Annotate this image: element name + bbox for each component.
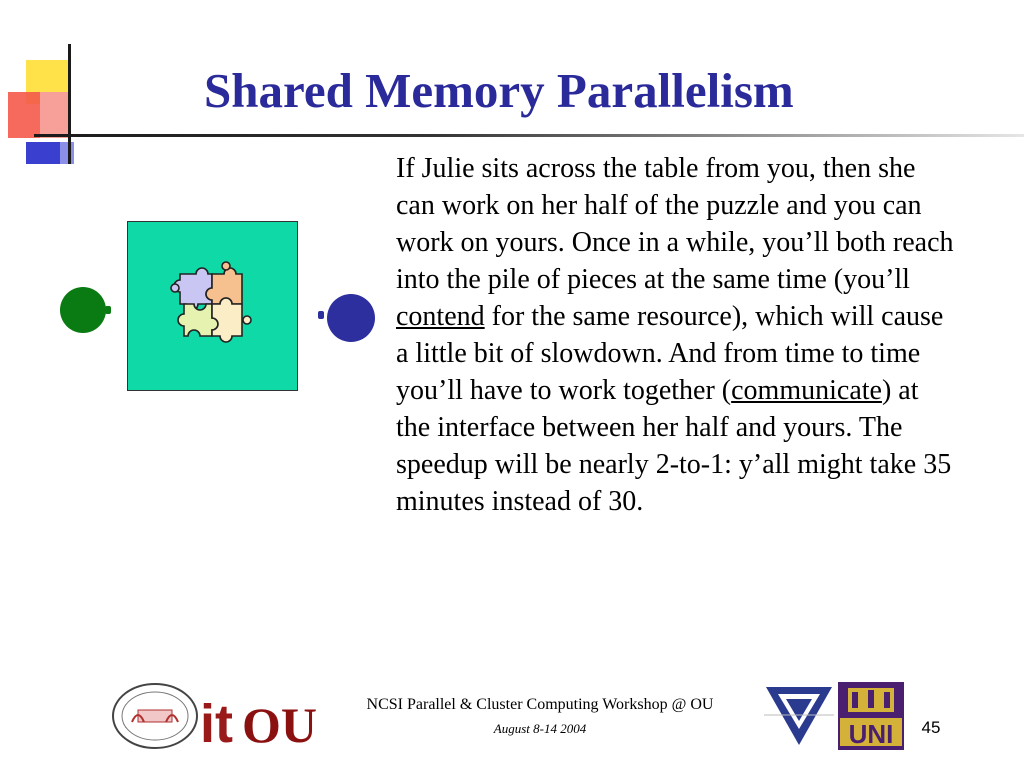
uni-logo — [838, 682, 904, 750]
footer-dates: August 8-14 2004 — [493, 721, 587, 736]
svg-text:OU: OU — [242, 697, 317, 753]
ou-logo — [242, 688, 317, 753]
svg-text:UNI: UNI — [848, 719, 894, 749]
corner-square-blue — [26, 142, 60, 164]
corner-square-blue-light — [60, 142, 74, 164]
triangle-logo — [764, 685, 834, 747]
person-right-icon — [318, 290, 376, 346]
footer-workshop-title: NCSI Parallel & Cluster Computing Workshop @ OU — [366, 696, 714, 713]
title-horizontal-rule — [34, 134, 1024, 137]
person-left-icon — [59, 285, 111, 335]
slide-body-text — [396, 150, 956, 520]
it-logo — [198, 688, 242, 754]
body-text-part: If Julie sits across the table from you, then she can work on her half of the puzzle and you can work on yours. Once in a while, you’ll both reach into the pile of pieces at the same time (you’ll — [396, 153, 954, 295]
title-vertical-rule — [68, 44, 71, 164]
svg-text:it: it — [200, 694, 233, 754]
term-contend: contend — [396, 301, 485, 332]
puzzle-table — [127, 221, 298, 391]
body-text-part: for the same resource), which will cause a little bit of slowdown. And from time to time you’ll have to work together ( — [396, 301, 944, 406]
term-communicate: communicate — [731, 375, 882, 406]
corner-square-red-light — [40, 92, 70, 138]
body-text-part: ) at the interface between her half and yours. The speedup will be nearly 2-to-1: y’all might take 35 minutes instead of 30. — [396, 375, 952, 517]
puzzle-pieces-icon — [128, 222, 297, 390]
page-number: 45 — [921, 718, 941, 737]
oscer-seal-logo — [110, 682, 200, 750]
slide-title: Shared Memory Parallelism — [204, 63, 794, 118]
